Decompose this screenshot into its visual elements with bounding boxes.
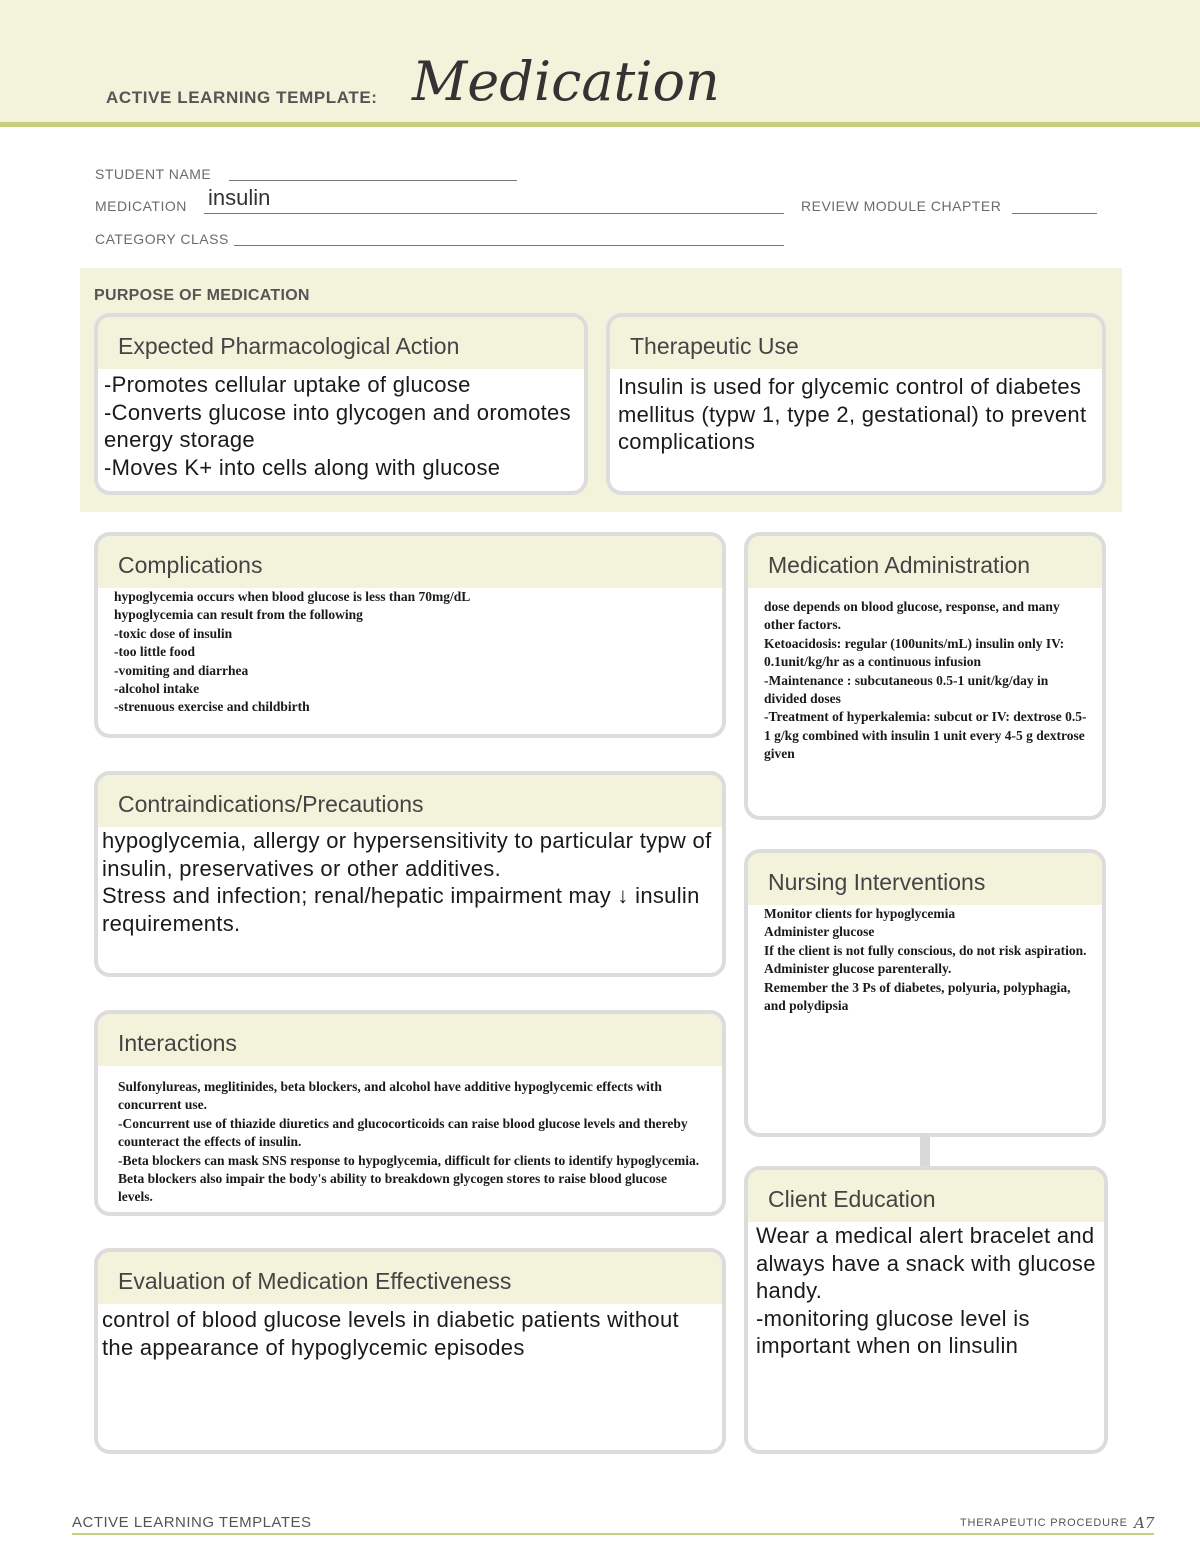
interactions-title: Interactions bbox=[98, 1014, 722, 1066]
interactions-box bbox=[94, 1010, 726, 1216]
contraindications-title: Contraindications/Precautions bbox=[98, 775, 722, 827]
review-module-label: REVIEW MODULE CHAPTER bbox=[801, 198, 1002, 214]
client-education-text[interactable]: Wear a medical alert bracelet and always have a snack with glucose handy. -monitoring glucose level is important when on linsulin bbox=[756, 1223, 1096, 1358]
purpose-title: PURPOSE OF MEDICATION bbox=[94, 287, 310, 304]
review-module-field[interactable] bbox=[1012, 213, 1097, 214]
category-class-label: CATEGORY CLASS bbox=[95, 231, 229, 247]
footer-left-label: ACTIVE LEARNING TEMPLATES bbox=[72, 1514, 312, 1531]
category-class-field[interactable] bbox=[234, 245, 784, 246]
contraindications-box bbox=[94, 771, 726, 977]
nursing-interventions-title: Nursing Interventions bbox=[748, 853, 1102, 905]
student-name-field[interactable] bbox=[229, 180, 517, 181]
evaluation-box bbox=[94, 1248, 726, 1454]
medication-label: MEDICATION bbox=[95, 198, 187, 214]
page-title: Medication bbox=[412, 50, 720, 113]
therapeutic-use-title: Therapeutic Use bbox=[610, 317, 1102, 369]
header-rule bbox=[0, 122, 1200, 127]
nursing-interventions-box bbox=[744, 849, 1106, 1137]
therapeutic-use-text[interactable]: Insulin is used for glycemic control of diabetes mellitus (typw 1, type 2, gestational) to prevent complications bbox=[618, 374, 1087, 454]
interactions-text[interactable]: Sulfonylureas, meglitinides, beta blockers, and alcohol have additive hypoglycemic effects with concurrent use. -Concurrent use of thiazide diuretics and glucocorticoids can raise blood glucose levels and thereby counteract the effects of insulin. -Beta blockers can mask SNS response to hypoglycemia, difficult for clients to identify hypoglycemia. Beta blockers also impair the body's ability to breakdown glycogen stores to raise blood glucose levels. bbox=[118, 1079, 700, 1205]
page-number: A7 bbox=[1134, 1514, 1155, 1532]
administration-text[interactable]: dose depends on blood glucose, response, and many other factors. Ketoacidosis: regular (100units/mL) insulin only IV: 0.1unit/kg/hr as a continuous infusion -Maintenance : subcutaneous 0.5-1 unit/kg/day in divided doses -Treatment of hyperkalemia: subcut or IV: dextrose 0.5-1 g/kg combined with insulin 1 unit every 4-5 g dextrose given bbox=[764, 599, 1087, 762]
contraindications-text[interactable]: hypoglycemia, allergy or hypersensitivity to particular typw of insulin, preservatives or other additives. Stress and infection; renal/hepatic impairment may ↓ insulin requirements. bbox=[102, 828, 712, 936]
footer-right-label: THERAPEUTIC PROCEDURE bbox=[960, 1517, 1128, 1529]
medication-field[interactable] bbox=[204, 213, 784, 214]
complications-box bbox=[94, 532, 726, 738]
student-name-label: STUDENT NAME bbox=[95, 166, 212, 182]
medication-value: insulin bbox=[208, 185, 271, 210]
box-connector bbox=[920, 1133, 930, 1167]
complications-text[interactable]: hypoglycemia occurs when blood glucose is less than 70mg/dL hypoglycemia can result from the following -toxic dose of insulin -too little food -vomiting and diarrhea -alcohol intake -strenuous exercise and childbirth bbox=[114, 589, 471, 715]
administration-title: Medication Administration bbox=[748, 536, 1102, 588]
evaluation-title: Evaluation of Medication Effectiveness bbox=[98, 1252, 722, 1304]
expected-action-text[interactable]: -Promotes cellular uptake of glucose -Converts glucose into glycogen and oromotes energy storage -Moves K+ into cells along with glucose bbox=[104, 372, 571, 480]
complications-title: Complications bbox=[98, 536, 722, 588]
client-education-box bbox=[744, 1166, 1108, 1454]
administration-box bbox=[744, 532, 1106, 820]
nursing-interventions-text[interactable]: Monitor clients for hypoglycemia Administer glucose If the client is not fully conscious, do not risk aspiration. Administer glucose parenterally. Remember the 3 Ps of diabetes, polyuria, polyphagia, and polydipsia bbox=[764, 906, 1087, 1014]
expected-action-title: Expected Pharmacological Action bbox=[98, 317, 584, 369]
therapeutic-use-box bbox=[606, 313, 1106, 495]
template-label: ACTIVE LEARNING TEMPLATE: bbox=[106, 88, 378, 107]
client-education-title: Client Education bbox=[748, 1170, 1104, 1222]
evaluation-text[interactable]: control of blood glucose levels in diabetic patients without the appearance of hypoglycemic episodes bbox=[102, 1307, 679, 1360]
expected-action-box bbox=[94, 313, 588, 495]
footer-rule bbox=[72, 1533, 1154, 1535]
